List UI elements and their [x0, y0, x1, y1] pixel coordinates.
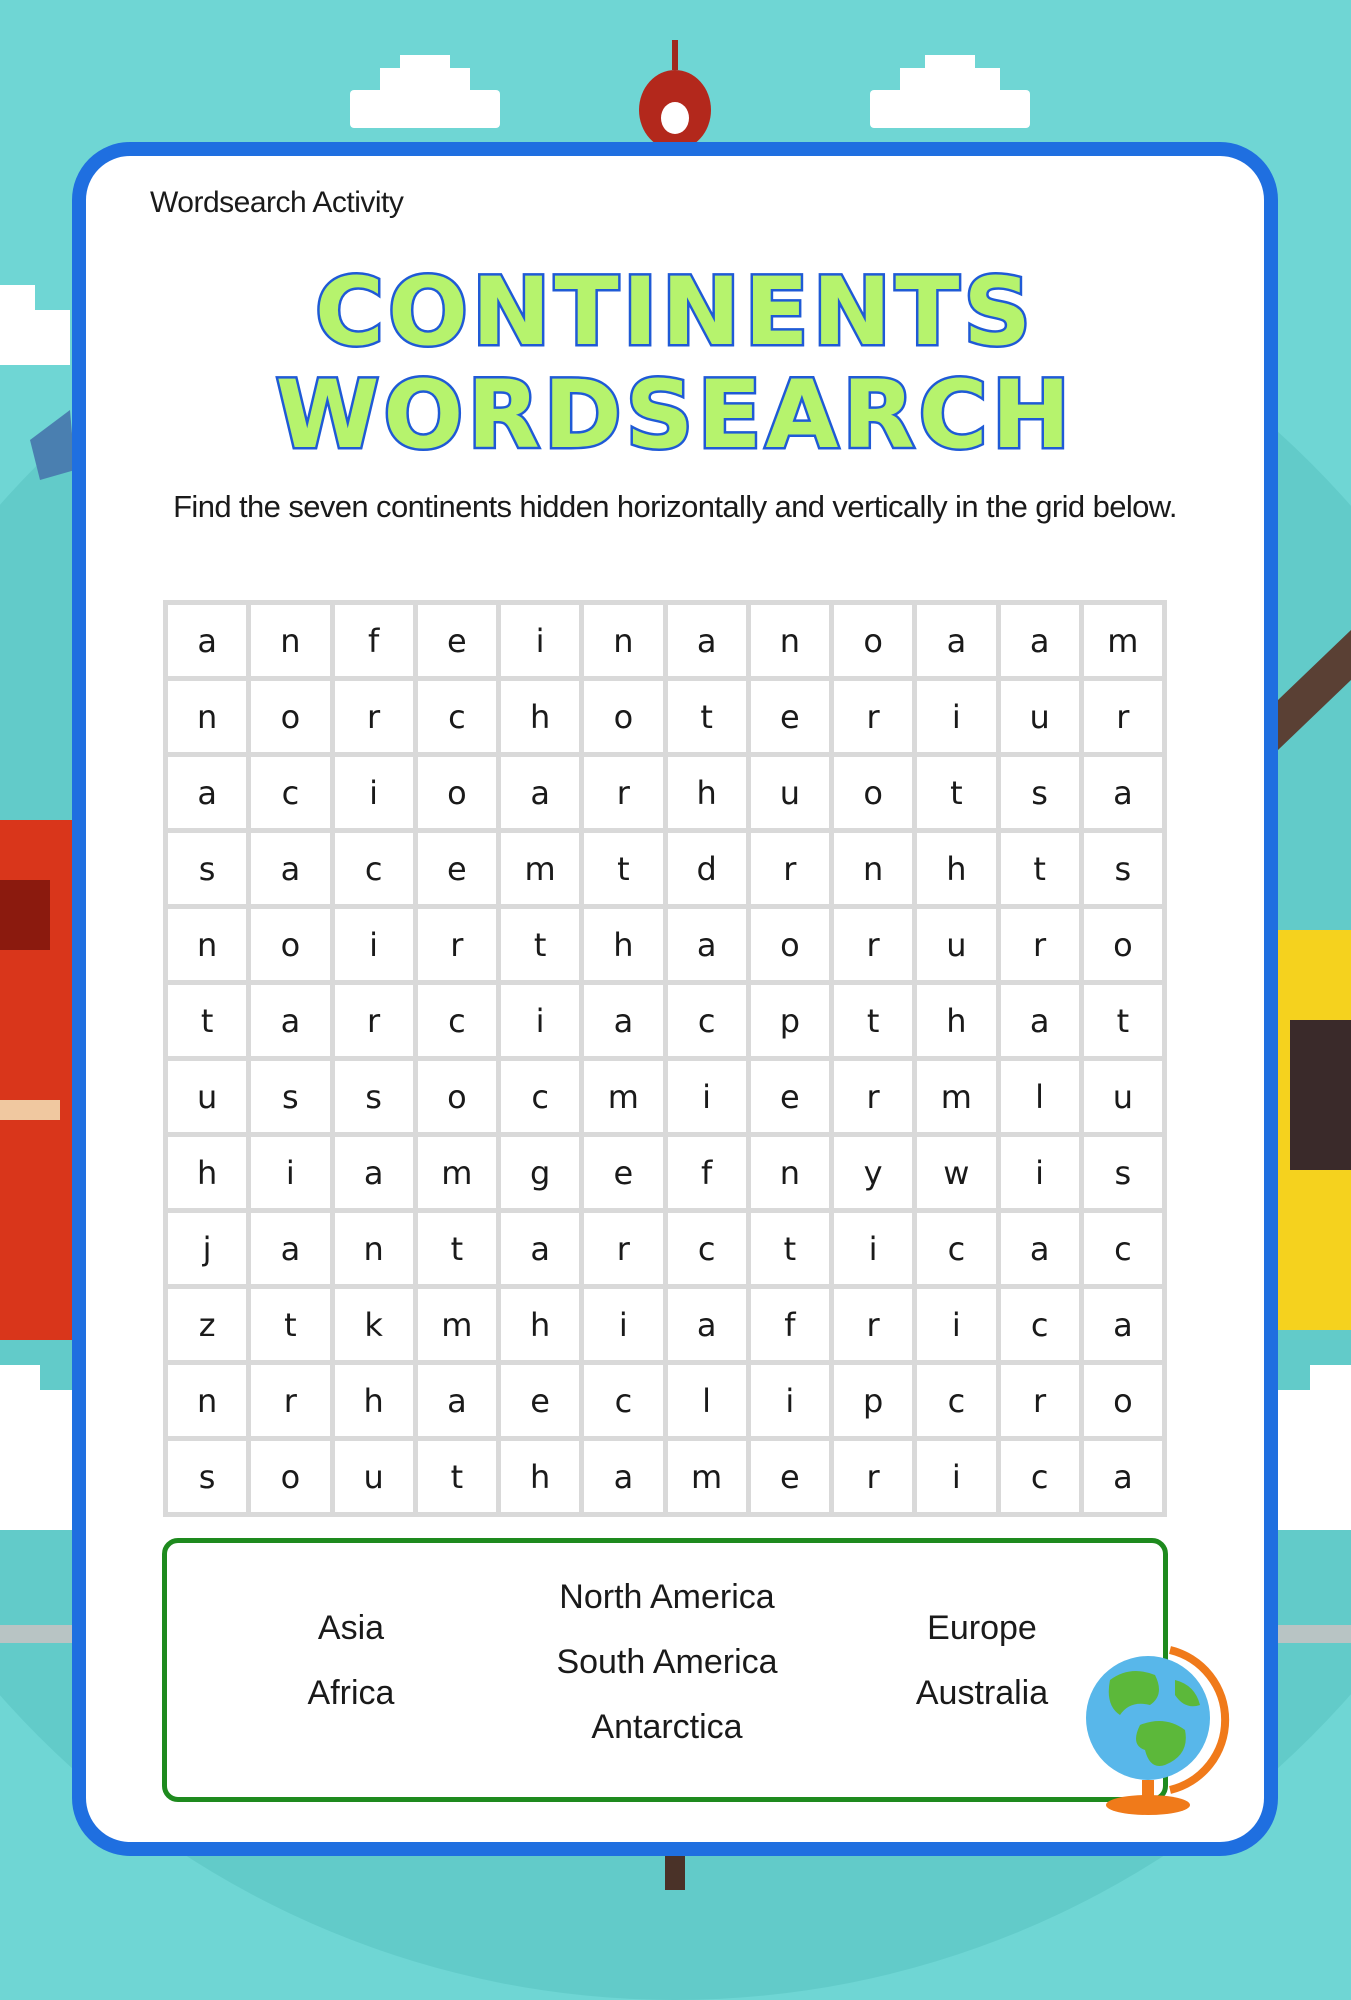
grid-cell: r [1084, 681, 1162, 752]
grid-cell: m [584, 1061, 662, 1132]
grid-cell: r [1001, 1365, 1079, 1436]
grid-cell: r [584, 1213, 662, 1284]
grid-cell: e [751, 1061, 829, 1132]
grid-cell: a [1001, 605, 1079, 676]
grid-cell: p [834, 1365, 912, 1436]
grid-cell: c [418, 985, 496, 1056]
grid-cell: g [501, 1137, 579, 1208]
grid-cell: h [917, 833, 995, 904]
grid-cell: i [834, 1213, 912, 1284]
grid-cell: o [251, 1441, 329, 1512]
grid-cell: c [917, 1213, 995, 1284]
grid-cell: o [418, 757, 496, 828]
grid-cell: a [251, 985, 329, 1056]
grid-cell: w [917, 1137, 995, 1208]
grid-cell: i [335, 757, 413, 828]
grid-cell: h [668, 757, 746, 828]
grid-cell: a [168, 605, 246, 676]
grid-cell: c [1001, 1441, 1079, 1512]
grid-cell: l [668, 1365, 746, 1436]
grid-cell: a [584, 985, 662, 1056]
grid-cell: o [251, 681, 329, 752]
grid-cell: r [834, 681, 912, 752]
grid-cell: j [168, 1213, 246, 1284]
grid-cell: t [668, 681, 746, 752]
grid-cell: z [168, 1289, 246, 1360]
grid-cell: e [751, 681, 829, 752]
grid-cell: s [1084, 833, 1162, 904]
word-africa: Africa [307, 1674, 395, 1712]
globe-icon [1070, 1640, 1230, 1820]
word-list-box [162, 1538, 1168, 1802]
grid-cell: n [834, 833, 912, 904]
grid-cell: i [751, 1365, 829, 1436]
grid-cell: a [668, 1289, 746, 1360]
grid-cell: a [251, 833, 329, 904]
grid-cell: t [834, 985, 912, 1056]
grid-cell: y [834, 1137, 912, 1208]
grid-cell: s [251, 1061, 329, 1132]
grid-cell: e [418, 605, 496, 676]
grid-cell: h [501, 681, 579, 752]
instructions: Find the seven continents hidden horizontally and vertically in the grid below. [173, 489, 1177, 524]
grid-cell: o [584, 681, 662, 752]
grid-cell: h [501, 1441, 579, 1512]
grid-cell: e [751, 1441, 829, 1512]
grid-cell: a [501, 757, 579, 828]
grid-cell: s [1001, 757, 1079, 828]
word-asia: Asia [317, 1609, 385, 1647]
grid-cell: m [418, 1289, 496, 1360]
grid-cell: a [584, 1441, 662, 1512]
grid-cell: c [501, 1061, 579, 1132]
grid-cell: m [668, 1441, 746, 1512]
grid-cell: r [418, 909, 496, 980]
grid-cell: l [1001, 1061, 1079, 1132]
grid-cell: r [834, 1441, 912, 1512]
grid-cell: c [668, 985, 746, 1056]
letter-grid [163, 600, 1167, 1517]
grid-cell: u [335, 1441, 413, 1512]
grid-cell: s [1084, 1137, 1162, 1208]
grid-cell: a [501, 1213, 579, 1284]
grid-cell: h [168, 1137, 246, 1208]
title-line-1: CONTINENTS [314, 258, 1036, 367]
grid-cell: a [668, 909, 746, 980]
grid-cell: a [1084, 1441, 1162, 1512]
grid-cell: r [834, 909, 912, 980]
grid-cell: n [168, 909, 246, 980]
grid-cell: t [1084, 985, 1162, 1056]
grid-cell: f [335, 605, 413, 676]
grid-cell: e [584, 1137, 662, 1208]
grid-cell: n [251, 605, 329, 676]
grid-cell: u [168, 1061, 246, 1132]
grid-cell: t [501, 909, 579, 980]
grid-cell: r [1001, 909, 1079, 980]
grid-cell: t [751, 1213, 829, 1284]
grid-cell: a [1084, 757, 1162, 828]
grid-cell: a [251, 1213, 329, 1284]
grid-cell: m [917, 1061, 995, 1132]
grid-cell: h [335, 1365, 413, 1436]
grid-cell: m [1084, 605, 1162, 676]
word-north-america: North America [559, 1578, 775, 1616]
grid-cell: n [335, 1213, 413, 1284]
grid-cell: c [917, 1365, 995, 1436]
grid-cell: t [418, 1441, 496, 1512]
grid-cell: o [1084, 909, 1162, 980]
grid-cell: i [335, 909, 413, 980]
grid-cell: o [1084, 1365, 1162, 1436]
grid-cell: i [917, 1289, 995, 1360]
grid-cell: c [335, 833, 413, 904]
worksheet-card [72, 142, 1278, 1856]
grid-cell: c [1084, 1213, 1162, 1284]
grid-cell: r [251, 1365, 329, 1436]
grid-cell: o [834, 605, 912, 676]
grid-cell: r [751, 833, 829, 904]
grid-cell: n [751, 605, 829, 676]
grid-cell: i [501, 605, 579, 676]
grid-cell: e [418, 833, 496, 904]
grid-cell: t [917, 757, 995, 828]
grid-cell: i [584, 1289, 662, 1360]
grid-cell: a [1001, 985, 1079, 1056]
grid-cell: s [335, 1061, 413, 1132]
grid-cell: h [501, 1289, 579, 1360]
word-antarctica: Antarctica [591, 1708, 743, 1746]
grid-cell: h [584, 909, 662, 980]
grid-cell: o [834, 757, 912, 828]
grid-cell: t [418, 1213, 496, 1284]
grid-cell: u [1001, 681, 1079, 752]
grid-cell: a [668, 605, 746, 676]
grid-cell: d [668, 833, 746, 904]
grid-cell: a [1001, 1213, 1079, 1284]
word-europe: Europe [927, 1609, 1037, 1647]
grid-cell: c [584, 1365, 662, 1436]
grid-cell: i [917, 681, 995, 752]
word-south-america: South America [556, 1643, 778, 1681]
grid-cell: s [168, 833, 246, 904]
grid-cell: f [668, 1137, 746, 1208]
grid-cell: n [584, 605, 662, 676]
grid-cell: r [335, 681, 413, 752]
activity-label: Wordsearch Activity [150, 186, 404, 219]
grid-cell: a [917, 605, 995, 676]
grid-cell: o [751, 909, 829, 980]
grid-cell: n [168, 681, 246, 752]
grid-cell: r [584, 757, 662, 828]
grid-cell: t [251, 1289, 329, 1360]
grid-cell: u [917, 909, 995, 980]
grid-cell: m [501, 833, 579, 904]
title-line-2: WORDSEARCH [275, 361, 1075, 470]
grid-cell: u [751, 757, 829, 828]
grid-cell: a [335, 1137, 413, 1208]
grid-cell: k [335, 1289, 413, 1360]
grid-cell: c [418, 681, 496, 752]
grid-cell: t [584, 833, 662, 904]
grid-cell: u [1084, 1061, 1162, 1132]
grid-cell: m [418, 1137, 496, 1208]
word-australia: Australia [915, 1674, 1049, 1712]
grid-cell: p [751, 985, 829, 1056]
grid-cell: i [1001, 1137, 1079, 1208]
grid-cell: i [917, 1441, 995, 1512]
grid-cell: c [251, 757, 329, 828]
grid-cell: o [418, 1061, 496, 1132]
grid-cell: a [418, 1365, 496, 1436]
grid-cell: r [335, 985, 413, 1056]
grid-cell: t [1001, 833, 1079, 904]
grid-cell: h [917, 985, 995, 1056]
grid-cell: e [501, 1365, 579, 1436]
grid-cell: a [1084, 1289, 1162, 1360]
grid-cell: i [251, 1137, 329, 1208]
grid-cell: a [168, 757, 246, 828]
grid-cell: n [751, 1137, 829, 1208]
grid-cell: o [251, 909, 329, 980]
grid-cell: c [668, 1213, 746, 1284]
grid-cell: s [168, 1441, 246, 1512]
grid-cell: r [834, 1061, 912, 1132]
grid-cell: f [751, 1289, 829, 1360]
grid-cell: t [168, 985, 246, 1056]
grid-cell: r [834, 1289, 912, 1360]
grid-cell: c [1001, 1289, 1079, 1360]
grid-cell: n [168, 1365, 246, 1436]
grid-cell: i [501, 985, 579, 1056]
grid-cell: i [668, 1061, 746, 1132]
